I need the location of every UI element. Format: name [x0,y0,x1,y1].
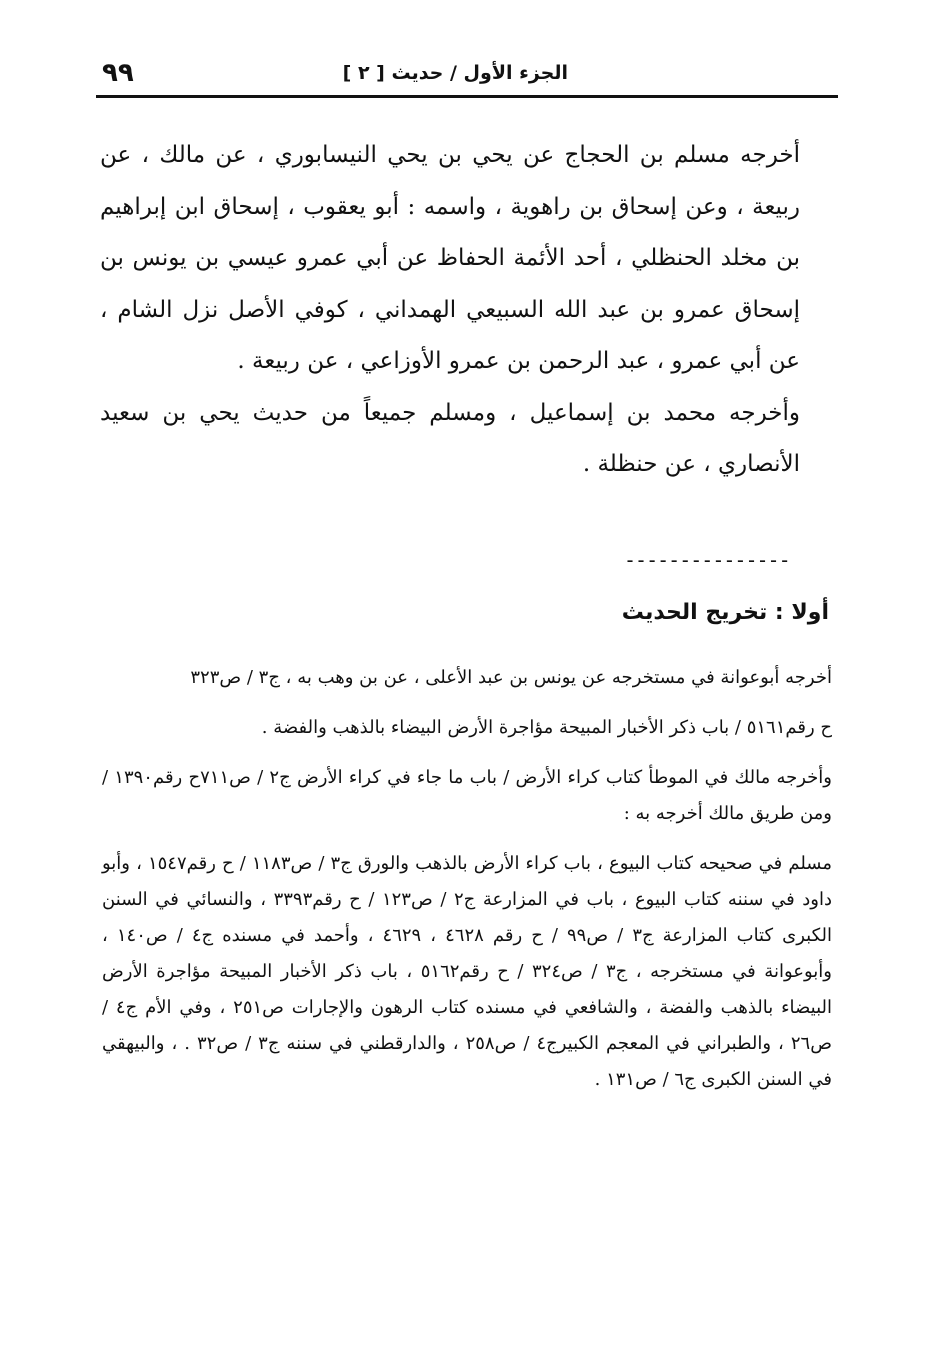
page-header [96,56,836,94]
main-paragraph-2: وأخرجه محمد بن إسماعيل ، ومسلم جميعاً من حديث يحي بن سعيد الأنصاري ، عن حنظلة . [100,399,800,477]
page-number: ٩٩ [102,58,134,88]
footnote-separator: --------------- [624,548,790,572]
running-title: الجزء الأول / حديث [ ٢ ] [342,62,568,84]
footnote-1: أخرجه أبوعوانة في مستخرجه عن يونس بن عبد الأعلى ، عن بن وهب به ، ج٣ / ص٣٢٣ [190,667,832,688]
footnote-3: وأخرجه مالك في الموطأ كتاب كراء الأرض / باب ما جاء في كراء الأرض ج٢ / ص٧١١ح رقم١٣٩٠ / ومن طريق مالك أخرجه به : [102,767,832,824]
header-rule [96,95,838,98]
footnote-4: مسلم في صحيحه كتاب البيوع ، باب كراء الأرض بالذهب والورق ج٣ / ص١١٨٣ / ح رقم١٥٤٧ ، وأبو داود في سننه كتاب البيوع ، باب في المزارعة ج٢ / ص١٢٣ / ح رقم٣٣٩٣ ، والنسائي في السنن الكبرى كتاب المزارعة ج٣ / ص٩٩ / ح رقم ٤٦٢٨ ، ٤٦٢٩ ، وأحمد في مسنده ج٤ / ص١٤٠ ، وأبوعوانة في مستخرجه ، ج٣ / ص٣٢٤ / ح رقم٥١٦٢ ، باب ذكر الأخبار المبيحة مؤاجرة الأرض البيضاء بالذهب والفضة ، والشافعي في مسنده كتاب الرهون والإجارات ص٢٥١ ، وفي الأم ج٤ / ص٢٦ ، والطبراني في المعجم الكبيرج٤ / ص٢٥٨ ، والدارقطني في سننه ج٣ / ص٣٢ . ، والبيهقي في السنن الكبرى ج٦ / ص١٣١ . [102,853,833,1090]
footnotes [102,660,832,1108]
main-paragraph-1: أخرجه مسلم بن الحجاج عن يحي بن يحي النيسابوري ، عن مالك ، عن ربيعة ، وعن إسحاق بن راهوية ، واسمه : أبو يعقوب ، إسحاق ابن إبراهيم بن مخلد الحنظلي ، أحد الأئمة الحفاظ عن أبي عمرو عيسي بن يونس بن إسحاق عمرو بن عبد الله السبيعي الهمداني ، كوفي الأصل نزل الشام ، عن أبي عمرو ، عبد الرحمن بن عمرو الأوزاعي ، عن ربيعة . [100,142,800,374]
footnote-2: ح رقم٥١٦١ / باب ذكر الأخبار المبيحة مؤاجرة الأرض البيضاء بالذهب والفضة . [261,717,832,738]
section-heading: أولا : تخريج الحديث [621,600,829,625]
main-text [100,130,800,491]
